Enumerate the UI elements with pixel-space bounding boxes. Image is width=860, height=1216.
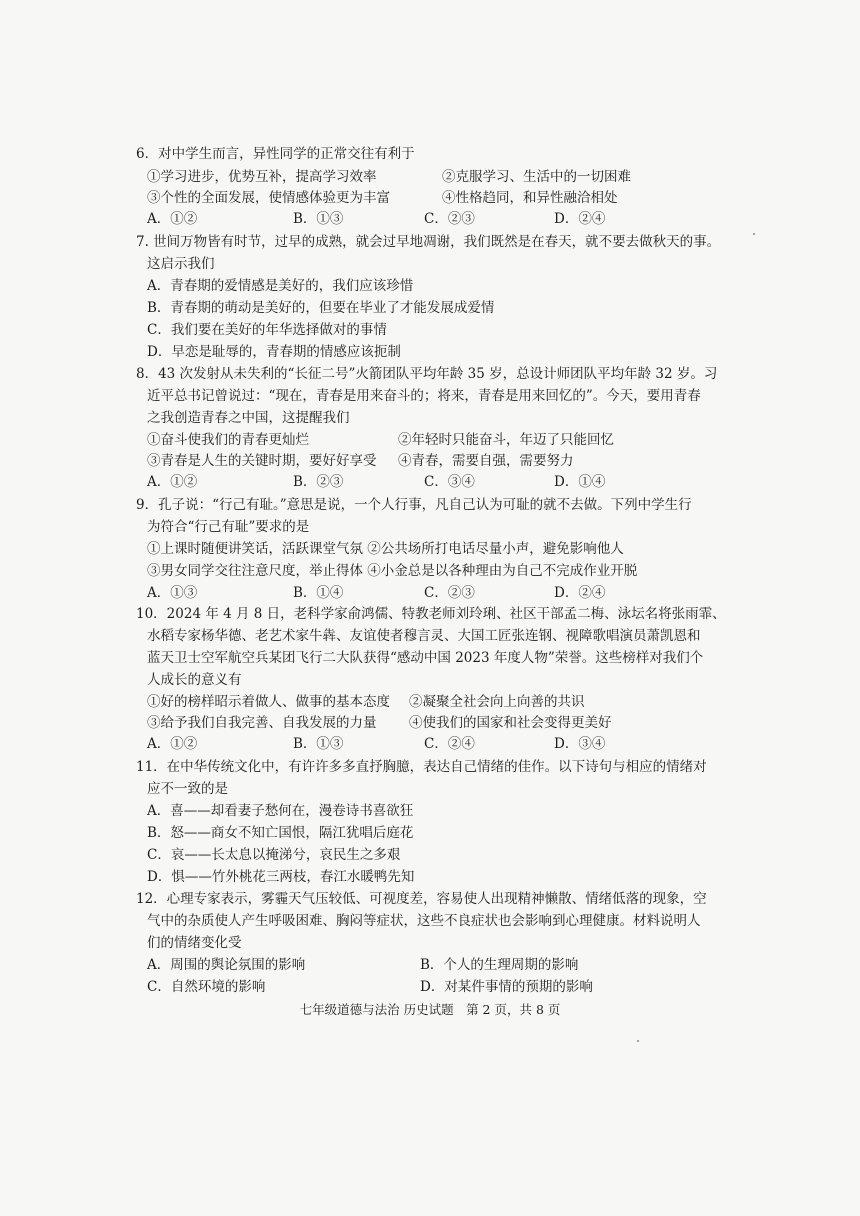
q9-option-d: D．②④ (554, 585, 606, 601)
q9-option-c: C．②③ (424, 585, 475, 601)
q7-choice-a: A．青春期的爱情感是美好的，我们应该珍惜 (147, 278, 414, 294)
q9-option-a: A．①③ (147, 585, 198, 601)
scan-speck (637, 1040, 639, 1042)
q6-option-d: D．②④ (554, 211, 606, 227)
scan-speck (753, 233, 755, 235)
question-8-stem-line-2: 近平总书记曾说过：“现在，青春是用来奋斗的；将来，青春是用来回忆的”。今天，要用青春 (147, 388, 701, 404)
q9-statements-3-4: ③男女同学交往注意尺度，举止得体 ④小金总是以各种理由为自己不完成作业开脱 (147, 563, 638, 579)
q12-option-b: B．个人的生理周期的影响 (420, 957, 579, 973)
q12-option-a: A．周围的舆论氛围的影响 (147, 957, 306, 973)
page-footer: 七年级道德与法治 历史试题 第 2 页，共 8 页 (299, 1002, 561, 1017)
q8-statement-1: ①奋斗使我们的青春更灿烂 (147, 432, 309, 448)
question-10-stem-line-3: 蓝天卫士空军航空兵某团飞行二大队获得“感动中国 2023 年度人物”荣誉。这些榜样对我们个 (147, 650, 704, 666)
question-12-stem-line-1: 12．心理专家表示，雾霾天气压较低、可视度差，容易使人出现精神懒散、情绪低落的现象，空 (136, 891, 707, 907)
q7-choice-b: B．青春期的萌动是美好的，但要在毕业了才能发展成爱情 (147, 300, 495, 316)
q10-option-c: C．②④ (424, 736, 475, 752)
q10-statement-3: ③给予我们自我完善、自我发展的力量 (147, 715, 377, 731)
q6-statement-4: ④性格趋同，和异性融洽相处 (442, 190, 618, 206)
q10-statement-2: ②凝聚全社会向上向善的共识 (409, 694, 585, 710)
question-6-stem: 6．对中学生而言，异性同学的正常交往有利于 (136, 146, 415, 162)
q6-option-b: B．①③ (293, 211, 344, 227)
q10-statement-1: ①好的榜样昭示着做人、做事的基本态度 (147, 694, 390, 710)
q8-statement-3: ③青春是人生的关键时期，要好好享受 (147, 453, 377, 469)
question-8-stem-line-1: 8．43 次发射从未失利的“长征二号”火箭团队平均年龄 35 岁，总设计师团队平均年龄 32 岁。习 (136, 366, 718, 382)
q9-option-b: B．①④ (293, 585, 344, 601)
question-9-stem-line-2: 为符合“行己有耻”要求的是 (147, 519, 310, 535)
q6-option-a: A．①② (147, 211, 198, 227)
question-8-stem-line-3: 之我创造青春之中国，这提醒我们 (147, 410, 350, 426)
q10-option-d: D．③④ (554, 736, 606, 752)
q7-choice-d: D．早恋是耻辱的，青春期的情感应该扼制 (147, 344, 401, 360)
question-11-stem-line-1: 11．在中华传统文化中，有许许多多直抒胸臆，表达自己情绪的佳作。以下诗句与相应的情绪对 (136, 759, 707, 775)
q8-statement-4: ④青春，需要自强，需要努力 (398, 453, 574, 469)
question-10-stem-line-2: 水稻专家杨华德、老艺术家牛犇、友谊使者穆言灵、大国工匠张连钢、视障歌唱演员萧凯恩和 (147, 628, 701, 644)
q8-option-b: B．②③ (293, 474, 344, 490)
q8-option-d: D．①④ (554, 474, 606, 490)
q11-choice-d: D．惧——竹外桃花三两枝，春江水暖鸭先知 (147, 869, 415, 885)
q10-option-a: A．①② (147, 736, 198, 752)
q9-statements-1-2: ①上课时随便讲笑话，活跃课堂气氛 ②公共场所打电话尽量小声，避免影响他人 (147, 541, 624, 557)
q11-choice-b: B．怒——商女不知亡国恨，隔江犹唱后庭花 (147, 825, 414, 841)
q7-choice-c: C．我们要在美好的年华选择做对的事情 (147, 322, 387, 338)
q11-choice-c: C．哀——长太息以掩涕兮，哀民生之多艰 (147, 847, 401, 863)
question-10-stem-line-1: 10．2024 年 4 月 8 日，老科学家俞鸿儒、特教老师刘玲琍、社区干部孟二梅、泳坛名将张雨霏、 (136, 606, 726, 622)
q6-statement-2: ②克服学习、生活中的一切困难 (442, 169, 631, 185)
q12-option-d: D．对某件事情的预期的影响 (420, 979, 593, 995)
q6-statement-3: ③个性的全面发展，使情感体验更为丰富 (147, 190, 390, 206)
question-11-stem-line-2: 应不一致的是 (147, 781, 228, 797)
q8-option-c: C．③④ (424, 474, 475, 490)
q6-option-c: C．②③ (424, 211, 475, 227)
q12-option-c: C．自然环境的影响 (147, 979, 266, 995)
question-7-stem-line-2: 这启示我们 (147, 256, 215, 272)
question-12-stem-line-3: 们的情绪变化受 (147, 935, 242, 951)
q6-statement-1: ①学习进步，优势互补，提高学习效率 (147, 169, 377, 185)
question-9-stem-line-1: 9．孔子说：“行己有耻。”意思是说，一个人行事，凡自己认为可耻的就不去做。下列中学生行 (136, 497, 692, 513)
question-7-stem-line-1: 7. 世间万物皆有时节，过早的成熟，就会过早地凋谢，我们既然是在春天，就不要去做秋天的事。 (136, 234, 721, 250)
question-12-stem-line-2: 气中的杂质使人产生呼吸困难、胸闷等症状，这些不良症状也会影响到心理健康。材料说明人 (147, 913, 701, 929)
q8-option-a: A．①② (147, 474, 198, 490)
q10-option-b: B．①③ (293, 736, 344, 752)
q11-choice-a: A．喜——却看妻子愁何在，漫卷诗书喜欲狂 (147, 803, 414, 819)
q10-statement-4: ④使我们的国家和社会变得更美好 (409, 715, 612, 731)
question-10-stem-line-4: 人成长的意义有 (147, 672, 242, 688)
q8-statement-2: ②年轻时只能奋斗，年迈了只能回忆 (398, 432, 614, 448)
